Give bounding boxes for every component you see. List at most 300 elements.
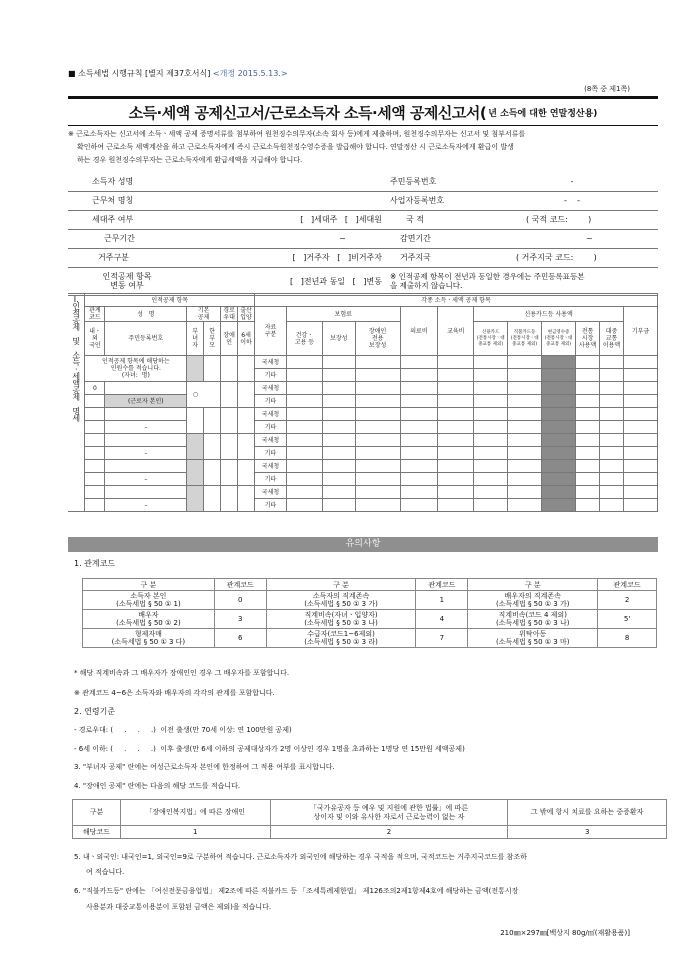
notice-text [68,128,658,167]
dis-header: 「국가유공자 등 예우 및 지원에 관한 법률」에 따른 상이자 및 이와 유사한 자로서 근로능력이 없는 자 [270,800,508,826]
cell [542,421,576,434]
cell[interactable] [355,486,400,499]
cell[interactable] [238,486,255,512]
insurance-header: 보험료 [286,307,400,322]
paper-spec: 210㎜×297㎜[백상지 80g/㎡(재활용품)] [500,929,630,937]
cell [187,460,204,486]
side-char: 소 [72,351,81,360]
cell[interactable] [600,421,624,434]
cell[interactable] [438,460,474,473]
cell[interactable] [322,356,355,369]
taxpayer-info-table [68,172,658,296]
rrn-label: 주민등록번호 [386,172,486,191]
cell[interactable] [355,408,400,421]
nationality-header: 내ㆍ 외 국인 [85,322,105,356]
birth-header: 출산 입양 [238,307,255,322]
cell [542,486,576,499]
dependents-count-label: 인적공제 항목에 해당하는 인원수를 적습니다. (자녀: 명) [85,356,187,382]
name-header: 성 명 [105,307,187,322]
cell[interactable] [624,486,658,499]
rel-desc: 형제자매 (소득세법 § 50 ① 3 다) [83,629,215,648]
cell[interactable] [322,499,355,512]
dis-code-label: 해당코드 [73,826,121,839]
cell[interactable] [221,460,238,486]
cell[interactable] [576,382,600,395]
credit-card-header: 신용카드 (전통시장ㆍ대 중교통 제외) [474,322,508,356]
rrn-field[interactable]: - [486,172,658,191]
rel-code: 7 [416,629,468,648]
cell[interactable] [474,408,508,421]
cell[interactable] [355,434,400,447]
dependent-name-field[interactable] [105,434,187,447]
cell [542,473,576,486]
cell[interactable] [624,473,658,486]
cell[interactable] [438,486,474,499]
dependent-relation-code[interactable] [85,486,105,499]
cell[interactable] [238,408,255,434]
cell[interactable] [474,434,508,447]
cell[interactable] [400,499,438,512]
cell[interactable] [576,434,600,447]
source-nts: 국세청 [255,434,287,447]
cell[interactable] [508,473,542,486]
rel-desc: 배우자의 직계존속 (소득세법 § 50 ① 3 가) [468,591,598,610]
rel-code: 3 [214,610,266,629]
work-period-label: 근무기간 [68,229,186,248]
cell[interactable] [286,356,322,369]
side-char: 명 [72,407,81,416]
cell[interactable] [286,447,322,460]
cell[interactable] [85,395,105,408]
cell[interactable] [322,434,355,447]
side-char: 액 [72,379,81,388]
rel-header-code: 관계코드 [416,579,468,591]
cell[interactable] [400,382,438,395]
cell [542,369,576,382]
cell[interactable] [85,473,105,486]
cell[interactable] [474,460,508,473]
cell[interactable] [576,460,600,473]
side-char: 득 [72,358,81,367]
cell [187,434,204,460]
cell[interactable] [508,434,542,447]
cell[interactable] [322,421,355,434]
revision-link[interactable]: <개정 2015.5.13.> [212,69,288,78]
side-char: Ⅰ. [73,295,79,304]
source-nts: 국세청 [255,408,287,421]
cell[interactable] [400,447,438,460]
cell [542,499,576,512]
cell[interactable] [286,473,322,486]
cell[interactable] [322,382,355,395]
cell[interactable] [508,499,542,512]
basic-deduction-header: 기본 공제 [187,307,221,322]
cell[interactable] [474,395,508,408]
deduction-change-label: 인적공제 항목 변동 여부 [68,267,186,295]
rel-code: 8 [598,629,657,648]
cell[interactable] [238,434,255,460]
note-spouse: * 해당 직계비속과 그 배우자가 장애인인 경우 그 배우자를 포함합니다. [74,669,290,677]
cell[interactable] [187,408,204,434]
cell[interactable] [187,356,204,382]
cell[interactable] [286,499,322,512]
deduction-change-note: ※ 인적공제 항목이 전년과 동일한 경우에는 주민등록표등본 을 제출하지 않습니다. [386,267,658,295]
form-reference [68,68,288,79]
section-6-text-cont: 사용분과 대중교통이용분이 포함된 금액은 제외)을 적습니다. [86,903,272,911]
section-3-text: 3. "부녀자 공제" 란에는 여성근로소득자 본인에 한정하여 그 적용 여부를 표시합니다. [74,763,335,771]
cell[interactable] [322,395,355,408]
rel-code: 4 [416,610,468,629]
cell[interactable] [355,460,400,473]
title-main: 소득·세액 공제신고서/근로소득자 소득·세액 공제신고서( [128,103,487,122]
cell[interactable] [624,369,658,382]
rel-header-div: 구 분 [468,579,598,591]
cell[interactable] [322,408,355,421]
form-law-label: ■ 소득세법 시행규칙 [별지 제37호서식] [68,69,213,78]
cell[interactable] [400,408,438,421]
rel-desc: 배우자 (소득세법 § 50 ① 2) [83,610,215,629]
disability-code-table [72,799,667,839]
cell[interactable] [286,369,322,382]
cell[interactable] [355,473,400,486]
reduction-period-label: 감면기간 [386,229,486,248]
cell[interactable] [624,499,658,512]
cell[interactable] [600,434,624,447]
section-2-title: 2. 연령기준 [74,707,116,716]
self-basic-check[interactable]: ○ [187,382,204,408]
cell[interactable] [438,395,474,408]
section-side-label [68,294,85,512]
source-nts: 국세청 [255,460,287,473]
cell [187,486,204,512]
section-4-text: 4. "장애인 공제" 란에는 다음의 해당 코드를 적습니다. [74,782,241,790]
cell[interactable] [474,421,508,434]
cell[interactable] [576,486,600,499]
dis-code: 3 [508,826,667,839]
nationality-label: 국 적 [386,210,486,229]
source-nts: 국세청 [255,382,287,395]
cell[interactable] [238,460,255,486]
dependent-rrn-field[interactable]: – [105,421,187,434]
cell[interactable] [286,395,322,408]
form-title [68,96,658,126]
residency-options[interactable]: [ ]거주자 [ ]비거주자 [186,248,386,267]
cell[interactable] [624,434,658,447]
rel-header-div: 구 분 [83,579,215,591]
dependent-name-field[interactable] [105,408,187,421]
rel-header-code: 관계코드 [598,579,657,591]
name-label: 소득자 성명 [68,172,186,191]
cell[interactable] [600,447,624,460]
section-5-text: 5. 내ㆍ외국인: 내국인=1, 외국인=9로 구분하여 적습니다. 근로소득자가 외국인에 해당하는 경우 국적을 적으며, 국적코드는 거주지국코드를 참조하 [74,853,527,861]
cell[interactable] [85,421,105,434]
rel-code: 1 [416,591,468,610]
side-char: 세 [72,372,81,381]
cell[interactable] [286,421,322,434]
section-5-text-cont: 여 적습니다. [86,868,125,876]
caution-banner: 유의사항 [68,537,658,552]
workplace-field[interactable] [186,191,386,210]
cell[interactable] [600,369,624,382]
cell[interactable] [438,369,474,382]
cell[interactable] [624,382,658,395]
cell[interactable] [576,356,600,369]
debit-card-header: 직불카드등 (전통시장ㆍ대 중교통 제외) [508,322,542,356]
cell[interactable] [355,395,400,408]
cell[interactable] [508,369,542,382]
side-char: 공 [72,316,81,325]
cell[interactable] [600,382,624,395]
notice-line: 확인하여 근로소득 세액계산을 하고 근로소득자에게 즉시 근로소득원천징수영수증을 발급해야 합니다. 연말정산 시 근로소득자에게 환급이 발생 [77,143,514,151]
dependent-name-field[interactable] [105,460,187,473]
cell[interactable] [474,356,508,369]
cell[interactable] [474,473,508,486]
cell[interactable] [204,486,221,512]
cell [542,460,576,473]
cell[interactable] [400,421,438,434]
cell[interactable] [221,356,238,382]
dependent-relation-code[interactable] [85,460,105,473]
cell[interactable] [322,486,355,499]
rel-desc: 직계비속(자녀ㆍ입양자) (소득세법 § 50 ① 3 나) [266,610,416,629]
nationality-code-field[interactable]: ( 국적 코드: ) [486,210,658,229]
rel-desc: 소득자 본인 (소득세법 § 50 ① 1) [83,591,215,610]
work-period-field[interactable]: ~ [186,229,386,248]
rel-header-div: 구 분 [266,579,416,591]
residence-country-label: 거주지국 [386,248,486,267]
various-deduction-header: 각종 소득ㆍ세액 공제 항목 [255,294,658,307]
cell[interactable] [600,460,624,473]
cell[interactable] [474,447,508,460]
cell[interactable] [624,395,658,408]
cell[interactable] [624,447,658,460]
cell[interactable] [204,382,221,408]
side-char: 세 [72,414,81,423]
cell[interactable] [600,395,624,408]
disabled-insurance-header: 장애인 전용 보장성 [355,322,400,356]
cell[interactable] [438,408,474,421]
cell[interactable] [438,356,474,369]
deduction-change-options[interactable]: [ ]전년과 동일 [ ]변동 [186,267,386,295]
public-transit-header: 대중 교통 이용액 [600,322,624,356]
bizno-field[interactable]: - - [486,191,658,210]
cell[interactable] [624,421,658,434]
dependent-rrn-field[interactable]: – [105,473,187,486]
cell[interactable] [508,486,542,499]
rel-desc: 수급자(코드1~6제외) (소득세법 § 50 ① 3 라) [266,629,416,648]
cell[interactable] [204,408,221,434]
cell[interactable] [286,382,322,395]
cell[interactable] [286,434,322,447]
cell[interactable] [600,356,624,369]
dis-code: 1 [120,826,270,839]
title-sub: 년 소득에 대한 연말정산용) [488,108,598,119]
cell[interactable] [204,434,221,460]
cell[interactable] [508,395,542,408]
cell[interactable] [221,434,238,460]
cell[interactable] [85,499,105,512]
dependent-relation-code[interactable] [85,408,105,421]
side-char: 제 [72,323,81,332]
section-1-title: 1. 관계코드 [74,559,116,568]
cell[interactable] [322,369,355,382]
cell[interactable] [238,382,255,408]
bizno-label: 사업자등록번호 [386,191,486,210]
cell[interactable] [576,421,600,434]
cell[interactable] [576,408,600,421]
relation-code-table [82,578,657,648]
cell[interactable] [508,460,542,473]
section-6-text: 6. "직불카드등" 란에는 「여신전문금융업법」 제2조에 따른 직불카드 등 「조세특례제한법」 제126조의2제1항제4호에 해당하는 금액(전통시장 [74,887,519,895]
page-number: (8쪽 중 제1쪽) [584,85,630,93]
cell[interactable] [286,460,322,473]
education-header: 교육비 [438,307,474,356]
medical-header: 의료비 [400,307,438,356]
cell[interactable] [355,369,400,382]
cash-receipt-header: 현금영수증 (전통시장ㆍ대 중교통 제외) [542,322,576,356]
cell[interactable] [576,395,600,408]
source-etc: 기타 [255,473,287,486]
cell[interactable] [474,382,508,395]
source-etc: 기타 [255,395,287,408]
rel-desc: 소득자의 직계존속 (소득세법 § 50 ① 3 가) [266,591,416,610]
cell[interactable] [438,382,474,395]
cell [542,447,576,460]
cell[interactable] [221,486,238,512]
cell[interactable] [400,434,438,447]
cell[interactable] [438,421,474,434]
cell[interactable] [624,408,658,421]
source-etc: 기타 [255,369,287,382]
dependent-name-field[interactable] [105,486,187,499]
side-char: 적 [72,309,81,318]
source-nts: 국세청 [255,356,287,369]
cell[interactable] [624,460,658,473]
data-source-header: 자료 구분 [255,307,287,356]
cell[interactable] [286,408,322,421]
cell[interactable] [355,382,400,395]
cell[interactable] [474,499,508,512]
side-char: 공 [72,386,81,395]
self-relation-code[interactable]: 0 [85,382,105,395]
cell[interactable] [438,473,474,486]
age-child-rule: - 6세 이하: ( . . .) 이후 출생(만 6세 이하의 공제대상자가 2명 이상인 경우 1명을 초과하는 1명당 연 15만원 세액공제) [74,745,465,753]
cell[interactable] [355,421,400,434]
cell[interactable] [322,460,355,473]
reduction-period-field[interactable]: ~ [486,229,658,248]
self-label: (근로자 본인) [105,395,187,408]
cell[interactable] [508,382,542,395]
cell[interactable] [438,434,474,447]
cell[interactable] [400,473,438,486]
dependent-rrn-field[interactable]: – [105,499,187,512]
cell[interactable] [238,356,255,382]
cell[interactable] [600,499,624,512]
rel-code: 0 [214,591,266,610]
cell[interactable] [576,499,600,512]
cell[interactable] [221,382,238,408]
cell [542,382,576,395]
cell[interactable] [322,447,355,460]
cell[interactable] [624,356,658,369]
cell [542,408,576,421]
cell[interactable] [576,473,600,486]
cell[interactable] [508,408,542,421]
cell[interactable] [400,486,438,499]
cell[interactable] [85,447,105,460]
name-field[interactable] [186,172,386,191]
cell[interactable] [508,421,542,434]
cell[interactable] [600,486,624,499]
personal-deduction-header: 인적공제 항목 [85,294,255,307]
cell[interactable] [400,395,438,408]
dis-header: 구분 [73,800,121,826]
side-char: 제 [72,393,81,402]
source-nts: 국세청 [255,486,287,499]
elder-header: 경로 우대 [221,307,238,322]
notice-line: ※ 근로소득자는 신고서에 소득ㆍ세액 공제 증명서류를 첨부하여 원천징수의무자(소속 회사 등)에게 제출하며, 원천징수의무자는 신고서 및 첨부서류를 [68,130,526,138]
notice-line: 하는 경우 원천징수의무자는 근로소득자에게 환급세액을 지급해야 합니다. [77,156,303,164]
side-char: · [74,365,78,374]
relation-code-header: 관계 코드 [85,307,105,322]
cell[interactable] [204,460,221,486]
health-header: 건강ㆍ 고용 등 [286,322,322,356]
cell[interactable] [221,408,238,434]
cell[interactable] [286,486,322,499]
cell[interactable] [576,369,600,382]
cell[interactable] [400,356,438,369]
residence-country-code-field[interactable]: ( 거주지국 코드: ) [486,248,658,267]
cell[interactable] [508,447,542,460]
dependent-relation-code[interactable] [85,434,105,447]
rel-code: 2 [598,591,657,610]
cell[interactable] [400,369,438,382]
cell[interactable] [600,473,624,486]
traditional-market-header: 전통 시장 사용액 [576,322,600,356]
side-char: 및 [72,337,81,346]
cell[interactable] [400,460,438,473]
deduction-detail-table [68,293,658,512]
coverage-header: 보장성 [322,322,355,356]
cell[interactable] [438,499,474,512]
cell[interactable] [355,499,400,512]
cell[interactable] [508,356,542,369]
women-header: 부 녀 자 [187,322,204,356]
under-six-header: 6세 이하 [238,322,255,356]
household-options[interactable]: [ ]세대주 [ ]세대원 [186,210,386,229]
cell[interactable] [438,447,474,460]
cell[interactable] [355,447,400,460]
cell[interactable] [474,369,508,382]
note-relation: ※ 관계코드 4~6은 소득자와 배우자의 각각의 관계를 포함합니다. [74,689,275,697]
donation-header: 기부금 [624,307,658,356]
disabled-header: 장애 인 [221,322,238,356]
cell [542,434,576,447]
cell[interactable] [576,447,600,460]
rel-desc: 위탁아동 (소득세법 § 50 ① 3 마) [468,629,598,648]
self-name-field[interactable] [105,382,187,395]
rrn-header: 주민등록번호 [105,322,187,356]
cell[interactable] [204,356,221,382]
dis-code: 2 [270,826,508,839]
cell[interactable] [355,356,400,369]
cell[interactable] [474,486,508,499]
side-char: 인 [72,302,81,311]
cell[interactable] [322,473,355,486]
household-label: 세대주 여부 [68,210,186,229]
cell[interactable] [600,408,624,421]
dependent-rrn-field[interactable]: – [105,447,187,460]
